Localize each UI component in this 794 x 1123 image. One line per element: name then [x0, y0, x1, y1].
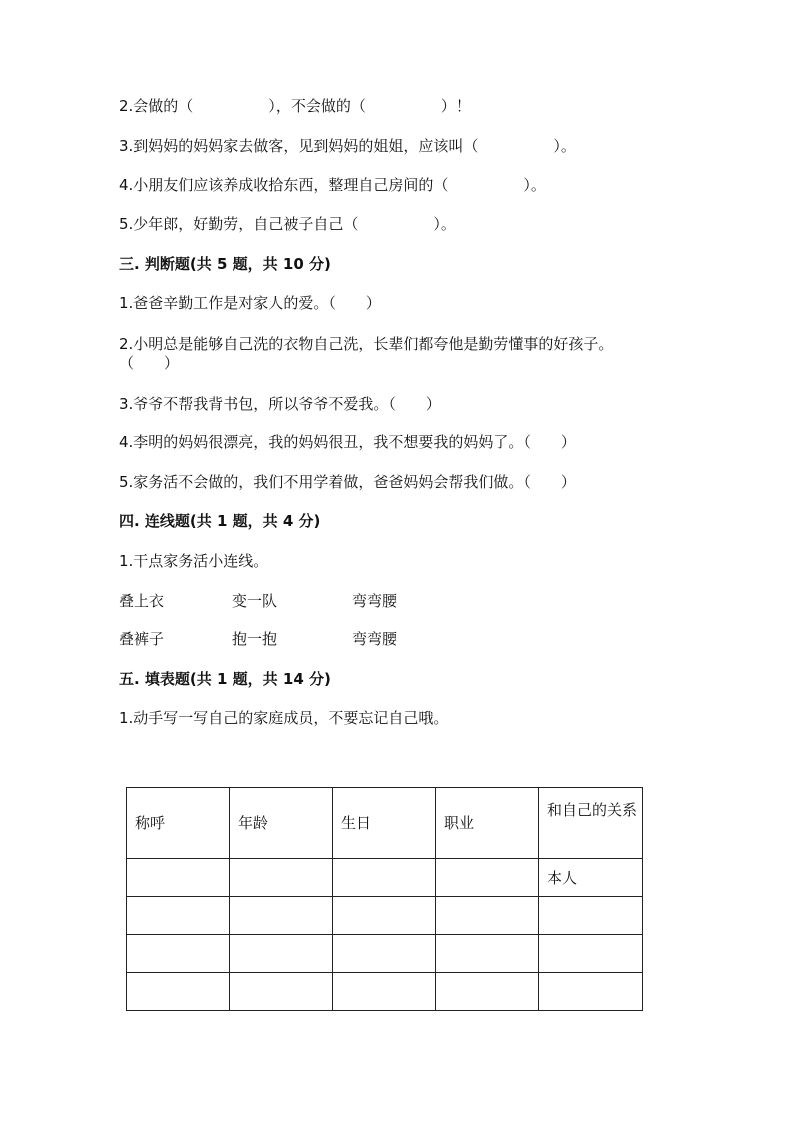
table-header-cell: 和自己的关系	[538, 788, 642, 859]
table-header-cell: 生日	[332, 788, 435, 859]
table-row	[127, 897, 643, 935]
table-question: 1.动手写一写自己的家庭成员，不要忘记自己哦。	[119, 709, 449, 727]
section-title-judge: 三. 判断题(共 5 题，共 10 分)	[119, 255, 331, 273]
matching-item: 叠上衣	[119, 592, 165, 610]
table-cell[interactable]	[229, 859, 332, 897]
matching-item: 变一队	[232, 592, 278, 610]
section-title-matching: 四. 连线题(共 1 题，共 4 分)	[119, 512, 321, 530]
table-cell[interactable]	[538, 935, 642, 973]
table-cell[interactable]	[127, 973, 230, 1011]
table-cell[interactable]	[229, 973, 332, 1011]
matching-question: 1.干点家务活小连线。	[119, 552, 269, 570]
table-cell[interactable]	[538, 897, 642, 935]
table-header-cell: 称呼	[127, 788, 230, 859]
table-cell-self: 本人	[538, 859, 642, 897]
table-cell[interactable]	[229, 897, 332, 935]
table-cell[interactable]	[435, 935, 538, 973]
table-cell[interactable]	[332, 859, 435, 897]
table-header-cell: 职业	[435, 788, 538, 859]
table-header-row	[127, 788, 643, 859]
table-cell[interactable]	[435, 973, 538, 1011]
fill-blank-item: 2.会做的（ ），不会做的（ ）！	[119, 97, 471, 115]
matching-item: 叠裤子	[119, 630, 165, 648]
table-cell[interactable]	[332, 897, 435, 935]
matching-item: 弯弯腰	[352, 592, 398, 610]
table-cell[interactable]	[435, 859, 538, 897]
table-row	[127, 859, 643, 897]
table-cell[interactable]	[229, 935, 332, 973]
fill-blank-item: 3.到妈妈的妈妈家去做客，见到妈妈的姐姐，应该叫（ ）。	[119, 137, 576, 155]
judge-item: 5.家务活不会做的，我们不用学着做，爸爸妈妈会帮我们做。（ ）	[119, 473, 576, 491]
judge-item: 2.小明总是能够自己洗的衣物自己洗，长辈们都夸他是勤劳懂事的好孩子。	[119, 335, 614, 353]
fill-blank-item: 5.少年郎，好勤劳，自己被子自己（ ）。	[119, 215, 456, 233]
judge-item: 1.爸爸辛勤工作是对家人的爱。（ ）	[119, 294, 381, 312]
table-cell[interactable]	[332, 973, 435, 1011]
matching-item: 抱一抱	[232, 630, 278, 648]
family-members-table	[126, 787, 643, 1011]
table-cell[interactable]	[127, 859, 230, 897]
table-cell[interactable]	[127, 935, 230, 973]
table-cell[interactable]	[538, 973, 642, 1011]
matching-item: 弯弯腰	[352, 630, 398, 648]
table-cell[interactable]	[435, 897, 538, 935]
judge-item: 3.爷爷不帮我背书包，所以爷爷不爱我。（ ）	[119, 395, 441, 413]
table-cell[interactable]	[127, 897, 230, 935]
section-title-table: 五. 填表题(共 1 题，共 14 分)	[119, 670, 331, 688]
fill-blank-item: 4.小朋友们应该养成收拾东西，整理自己房间的（ ）。	[119, 176, 546, 194]
judge-item: 4.李明的妈妈很漂亮，我的妈妈很丑，我不想要我的妈妈了。（ ）	[119, 433, 576, 451]
table-header-cell: 年龄	[229, 788, 332, 859]
table-cell[interactable]	[332, 935, 435, 973]
table-row	[127, 935, 643, 973]
judge-item-continuation: （ ）	[119, 354, 180, 372]
table-row	[127, 973, 643, 1011]
